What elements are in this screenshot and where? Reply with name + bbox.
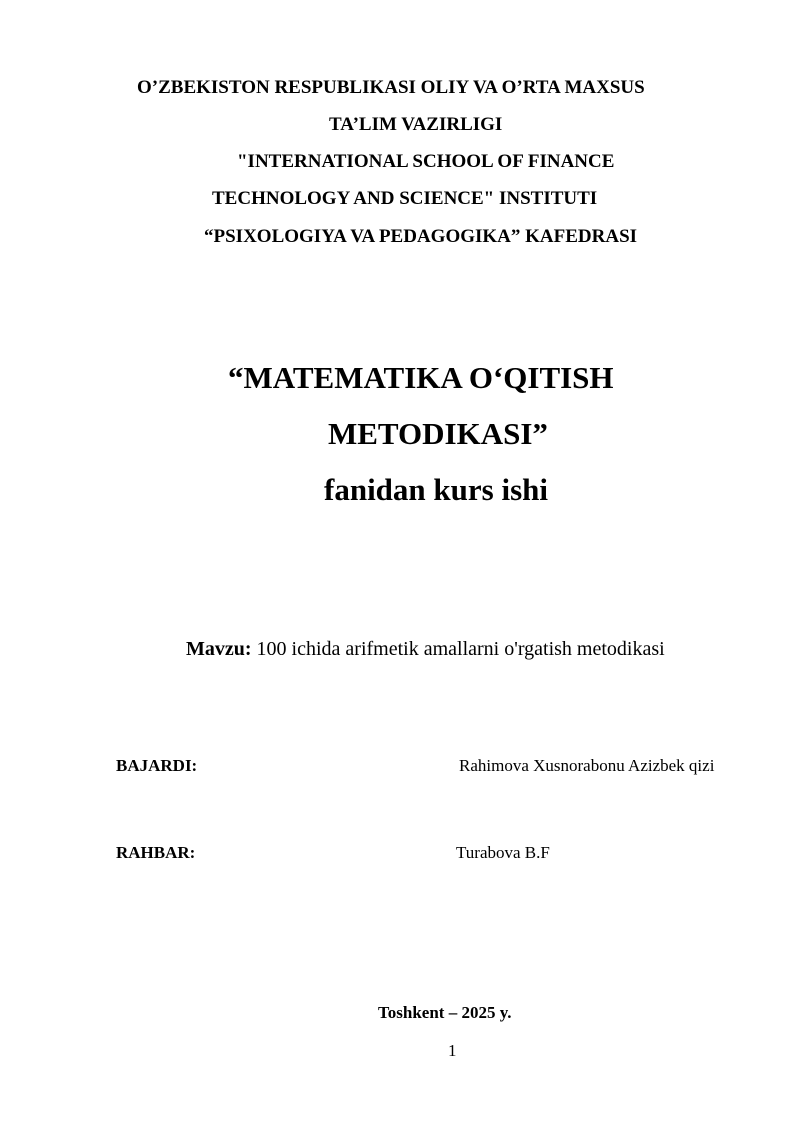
course-title-line-1: “MATEMATIKA O‘QITISH xyxy=(228,360,614,395)
supervisor-name: Turabova B.F xyxy=(456,843,550,862)
performer-name: Rahimova Xusnorabonu Azizbek qizi xyxy=(459,756,715,775)
course-title-line-2: METODIKASI” xyxy=(328,416,548,451)
performer-label: BAJARDI: xyxy=(116,756,198,775)
topic-line xyxy=(186,639,665,659)
institute-name-line-1: "INTERNATIONAL SCHOOL OF FINANCE xyxy=(237,151,615,172)
institute-name-line-2: TECHNOLOGY AND SCIENCE" INSTITUTI xyxy=(212,188,598,209)
ministry-name-line-2: TA’LIM VAZIRLIGI xyxy=(329,114,503,135)
supervisor-label: RAHBAR: xyxy=(116,843,196,862)
page-number: 1 xyxy=(448,1041,457,1060)
topic-label: Mavzu: xyxy=(186,638,252,660)
document-type: fanidan kurs ishi xyxy=(324,472,548,507)
topic-value: 100 ichida arifmetik amallarni o'rgatish metodikasi xyxy=(251,638,665,660)
ministry-name-line-1: O’ZBEKISTON RESPUBLIKASI OLIY VA O’RTA MAXSUS xyxy=(137,77,645,98)
department-name: “PSIXOLOGIYA VA PEDAGOGIKA” KAFEDRASI xyxy=(204,226,638,247)
place-and-year: Toshkent – 2025 y. xyxy=(378,1003,512,1022)
